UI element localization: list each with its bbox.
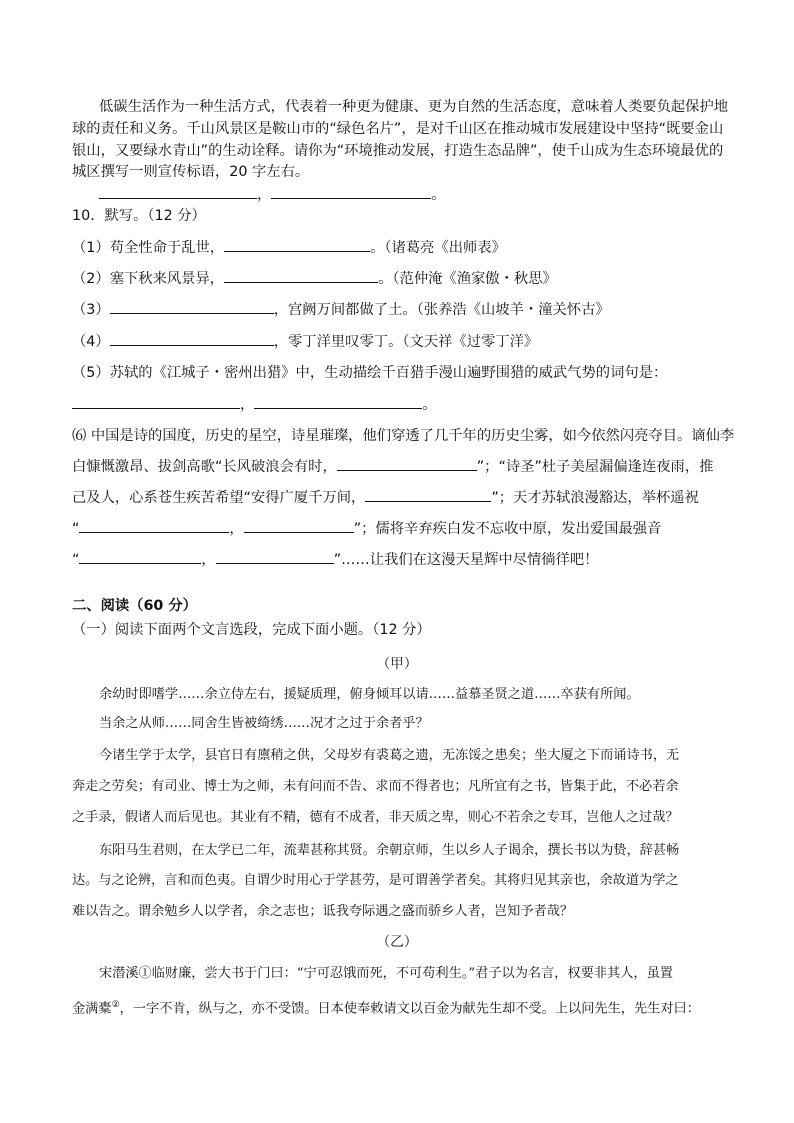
q10-item-1: （1）苟全性命于乱世， 。（诸葛亮《出师表》 <box>72 237 506 258</box>
passage-jia-p4-line-1: 东阳马生君则，在太学已二年，流辈甚称其贤。余朝京师，生以乡人子谒余，撰长书以为贽，辞甚畅 <box>99 843 680 858</box>
section-2-sub-1: （一）阅读下面两个文言选段，完成下面小题。（12 分） <box>72 622 431 638</box>
q10-item-6-line-4: “ ， ”；儒将辛弃疾白发不忘收中原，发出爱国最强音 <box>72 518 661 539</box>
q10-item-5-answer: ， 。 <box>72 394 437 415</box>
q10-item-5: （5）苏轼的《江城子・密州出猎》中，生动描绘千百猎手漫山遍野围猎的威武气势的词句是： <box>72 365 668 381</box>
passage-jia-p4-line-3: 难以告之。谓余勉乡人以学者，余之志也；诋我夸际遇之盛而骄乡人者，岂知予者哉？ <box>72 904 574 919</box>
q10-item-6-blank-3[interactable] <box>79 518 229 533</box>
q10-item-6-blank-5[interactable] <box>79 549 201 564</box>
q10-title: 10．默写。（12 分） <box>72 208 206 224</box>
passage-jia-p3-line-1: 今诸生学于太学，县官日有廪稍之供，父母岁有裘葛之遗，无冻馁之患矣；坐大厦之下而诵诗书，无 <box>99 748 680 763</box>
q10-item-1-blank[interactable] <box>224 237 370 252</box>
q10-item-6-blank-2[interactable] <box>365 487 491 502</box>
q9-answer-line: ， 。 <box>99 184 446 205</box>
passage-jia-p2: 当余之从师……同舍生皆被绮绣……况才之过于余者乎？ <box>99 716 429 731</box>
q10-item-6-line-2: 白慷慨激昂、拔剑高歌“长风破浪会有时， ”；“诗圣”杜子美屋漏偏逢连夜雨，推 <box>72 456 713 477</box>
q10-item-6-line-3: 己及人，心系苍生疾苦希望“安得广厦千万间， ”；天才苏轼浪漫豁达，举杯遥祝 <box>72 487 699 508</box>
q9-paragraph-line-3: 银山，又要绿水青山”的生动诠释。请你为“环境推动发展，打造生态品牌”，使千山成为生态环境最优的 <box>72 143 724 159</box>
q10-item-6-blank-6[interactable] <box>216 549 334 564</box>
passage-yi-line-2: 金满橐②，一字不肯，纵与之，亦不受馈。日本使奉敕请文以百金为献先生却不受。上以问先生，先生对曰： <box>72 1000 700 1017</box>
q10-item-2-blank[interactable] <box>224 268 378 283</box>
section-2-title: 二、阅读（60 分） <box>72 598 197 614</box>
q10-item-3: （3） ，宫阙万间都做了土。（张养浩《山坡羊・潼关怀古》 <box>72 299 610 320</box>
passage-jia-p3-line-2: 奔走之劳矣；有司业、博士为之师，未有问而不告、求而不得者也；凡所宜有之书，皆集于此，不必若余 <box>72 779 679 794</box>
q10-item-6-blank-1[interactable] <box>337 456 477 471</box>
q10-item-6-line-1: ⑹ 中国是诗的国度，历史的星空，诗星璀璨，他们穿透了几千年的历史尘雾，如今依然闪亮夺目。谪仙李 <box>72 428 735 444</box>
q10-item-5-blank-2[interactable] <box>254 394 422 409</box>
q9-paragraph-line-4: 城区撰写一则宣传标语，20 字左右。 <box>72 164 310 180</box>
passage-yi-line-1: 宋潜溪①临财廉，尝大书于门曰：“宁可忍饿而死，不可苟利生。”君子以为名言，权要非其人，虽置 <box>99 966 673 981</box>
q9-answer-blank-1[interactable] <box>99 184 257 199</box>
q10-item-6-blank-4[interactable] <box>244 518 354 533</box>
passage-jia-p1: 余幼时即嗜学……余立侍左右，援疑质理，俯身倾耳以请……益慕圣贤之道……卒获有所闻。 <box>99 687 640 702</box>
footnote-marker: ② <box>111 1000 120 1010</box>
q9-paragraph-line-2: 球的责任和义务。千山风景区是鞍山市的“绿色名片”，是对千山区在推动城市发展建设中坚持“既要金山 <box>72 121 724 137</box>
passage-jia-p3-line-3: 之手录，假诸人而后见也。其业有不精，德有不成者，非天质之卑，则心不若余之专耳，岂他人之过哉？ <box>72 810 679 825</box>
passage-jia-title: （甲） <box>376 656 418 672</box>
q10-item-5-blank-1[interactable] <box>72 394 240 409</box>
q10-item-3-blank[interactable] <box>110 299 274 314</box>
q10-item-2: （2）塞下秋来风景异， 。（范仲淹《渔家傲・秋思》 <box>72 268 557 289</box>
q10-item-4-blank[interactable] <box>110 331 274 346</box>
passage-jia-p4-line-2: 达。与之论辨，言和而色夷。自谓少时用心于学甚劳，是可谓善学者矣。其将归见其亲也，余故道为学之 <box>72 873 679 888</box>
passage-yi-title: （乙） <box>376 934 418 950</box>
q9-answer-blank-2[interactable] <box>271 184 431 199</box>
q9-paragraph-line-1: 低碳生活作为一种生活方式，代表着一种更为健康、更为自然的生活态度，意味着人类要负起保护地 <box>99 99 729 115</box>
q10-item-4: （4） ，零丁洋里叹零丁。（文天祥《过零丁洋》 <box>72 331 538 352</box>
q10-item-6-line-5: “ ， ”……让我们在这漫天星辉中尽情徜徉吧！ <box>72 549 598 570</box>
